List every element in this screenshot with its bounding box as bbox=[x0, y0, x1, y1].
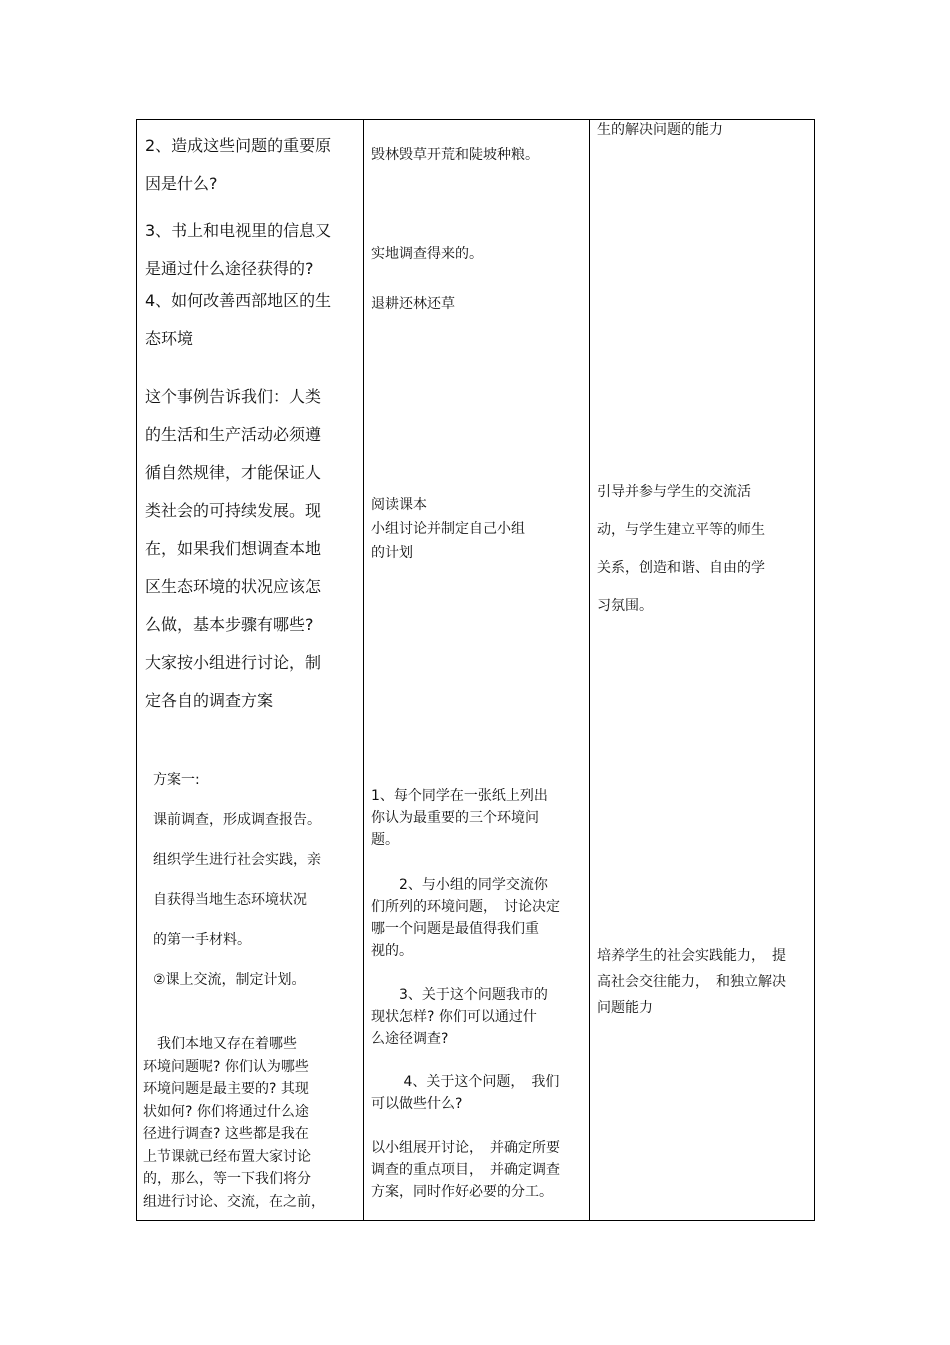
step-4: 4、关于这个问题， 我们 可以做些什么? bbox=[371, 1074, 560, 1112]
step-2: 2、与小组的同学交流你 们所列的环境问题， 讨论决定 哪一个问题是最值得我们重 视的。 bbox=[371, 877, 560, 959]
question-4: 4、如何改善西部地区的生 态环境 bbox=[145, 291, 332, 348]
intent-top: 生的解决问题的能力 bbox=[597, 122, 723, 138]
answer-2: 毁林毁草开荒和陡坡种粮。 bbox=[371, 147, 539, 163]
local-issue-intro: 我们本地又存在着哪些 环境问题呢? 你们认为哪些 环境问题是最主要的? 其现 状如何? 你们将通过什么途 径进行调查? 这些都是我在 上节课就已经布置大家讨论 的，那么，等一下我们将分 组进行讨论、交流，在之前， bbox=[143, 1036, 325, 1210]
plan-one: 方案一: 课前调查，形成调查报告。 组织学生进行社会实践，亲 自获得当地生态环境状况 的第一手材料。 ②课上交流，制定计划。 bbox=[153, 772, 321, 988]
question-2: 2、造成这些问题的重要原 因是什么? bbox=[145, 136, 332, 193]
student-activity-column bbox=[363, 120, 589, 1220]
answer-3: 实地调查得来的。 bbox=[371, 246, 483, 262]
intent-train: 培养学生的社会实践能力， 提 高社会交往能力， 和独立解决 问题能力 bbox=[597, 948, 786, 1016]
step-1: 1、每个同学在一张纸上列出 你认为最重要的三个环境问 题。 bbox=[371, 788, 548, 848]
step-5: 以小组展开讨论， 并确定所要 调查的重点项目， 并确定调查 方案，同时作好必要的分工。 bbox=[371, 1140, 560, 1200]
lesson-plan-table bbox=[136, 119, 815, 1221]
teacher-activity-column bbox=[137, 120, 363, 1220]
answer-4: 退耕还林还草 bbox=[371, 296, 455, 312]
case-summary: 这个事例告诉我们：人类 的生活和生产活动必须遵 循自然规律，才能保证人 类社会的可持续发展。现 在，如果我们想调查本地 区生态环境的状况应该怎 么做，基本步骤有哪些? 大家按小组进行讨论，制 定各自的调查方案 bbox=[145, 387, 322, 710]
question-3: 3、书上和电视里的信息又 是通过什么途径获得的? bbox=[145, 221, 332, 278]
design-intent-column bbox=[589, 120, 816, 1220]
step-3: 3、关于这个问题我市的 现状怎样? 你们可以通过什 么途径调查? bbox=[371, 987, 548, 1047]
intent-guide: 引导并参与学生的交流活 动，与学生建立平等的师生 关系，创造和谐、自由的学 习氛围。 bbox=[597, 484, 765, 614]
read-discuss: 阅读课本 小组讨论并制定自己小组 的计划 bbox=[371, 497, 525, 561]
